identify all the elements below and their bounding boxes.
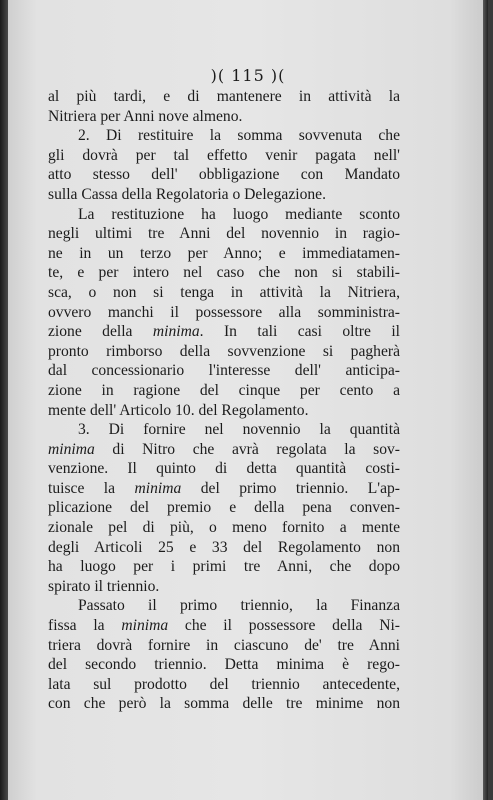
text-line: lata sul prodotto del triennio antecedente,: [48, 675, 400, 693]
text-line: minima di Nitro che avrà regolata la sov-: [48, 440, 400, 458]
text-line: venzione. Il quinto di detta quantità costi-: [48, 460, 400, 478]
text-line: 3. Di fornire nel novennio la quantità: [78, 421, 400, 439]
text-line: mente dell' Articolo 10. del Regolamento.: [48, 401, 309, 419]
text-line: La restituzione ha luogo mediante sconto: [78, 205, 400, 223]
text-line: negli ultimi tre Anni del novennio in ragio-: [48, 225, 400, 243]
text-line: te, e per intero nel caso che non si stabili-: [48, 264, 400, 282]
text-line: del secondo triennio. Detta minima è rego-: [48, 656, 400, 674]
text-line: gli dovrà per tal effetto venir pagata nell': [48, 146, 400, 164]
body-text: [48, 87, 400, 714]
text-line: triera dovrà fornire in ciascuno de' tre Anni: [48, 636, 400, 654]
text-line: ovvero manchi il possessore alla somministra-: [48, 303, 400, 321]
page-right-edge: [483, 0, 488, 800]
page-number: )( 115 )(: [210, 66, 286, 85]
text-line: zionale pel di più, o meno fornito a mente: [48, 519, 400, 537]
text-line: Passato il primo triennio, la Finanza: [78, 597, 400, 615]
text-line: atto stesso dell' obbligazione con Mandato: [48, 166, 400, 184]
book-gutter-edge: [0, 0, 8, 800]
text-line: al più tardi, e di mantenere in attività la: [48, 88, 400, 105]
text-line: pronto rimborso della sovvenzione si pagherà: [48, 342, 400, 360]
text-line: degli Articoli 25 e 33 del Regolamento non: [48, 538, 400, 556]
text-line: sulla Cassa della Regolatoria o Delegazione.: [48, 185, 326, 203]
text-line: 2. Di restituire la somma sovvenuta che: [78, 127, 400, 145]
text-line: con che però la somma delle tre minime non: [48, 695, 400, 713]
text-line: fissa la minima che il possessore della Ni-: [48, 617, 401, 635]
text-line: ha luogo per i primi tre Anni, che dopo: [48, 558, 400, 576]
text-line: zione in ragione del cinque per cento a: [48, 381, 400, 399]
text-line: Nitriera per Anni nove almeno.: [48, 107, 243, 125]
text-line: zione della minima. In tali casi oltre il: [48, 323, 400, 341]
book-page: [8, 0, 488, 800]
text-line: dal concessionario l'interesse dell' anticipa-: [48, 362, 400, 380]
text-line: plicazione del premio e della pena conven-: [48, 499, 400, 517]
text-line: tuisce la minima del primo triennio. L'ap-: [48, 479, 400, 497]
text-line: ne in un terzo per Anno; e immediatamen-: [48, 244, 400, 262]
text-line: sca, o non si tenga in attività la Nitriera,: [48, 283, 400, 301]
text-line: spirato il triennio.: [48, 577, 160, 595]
